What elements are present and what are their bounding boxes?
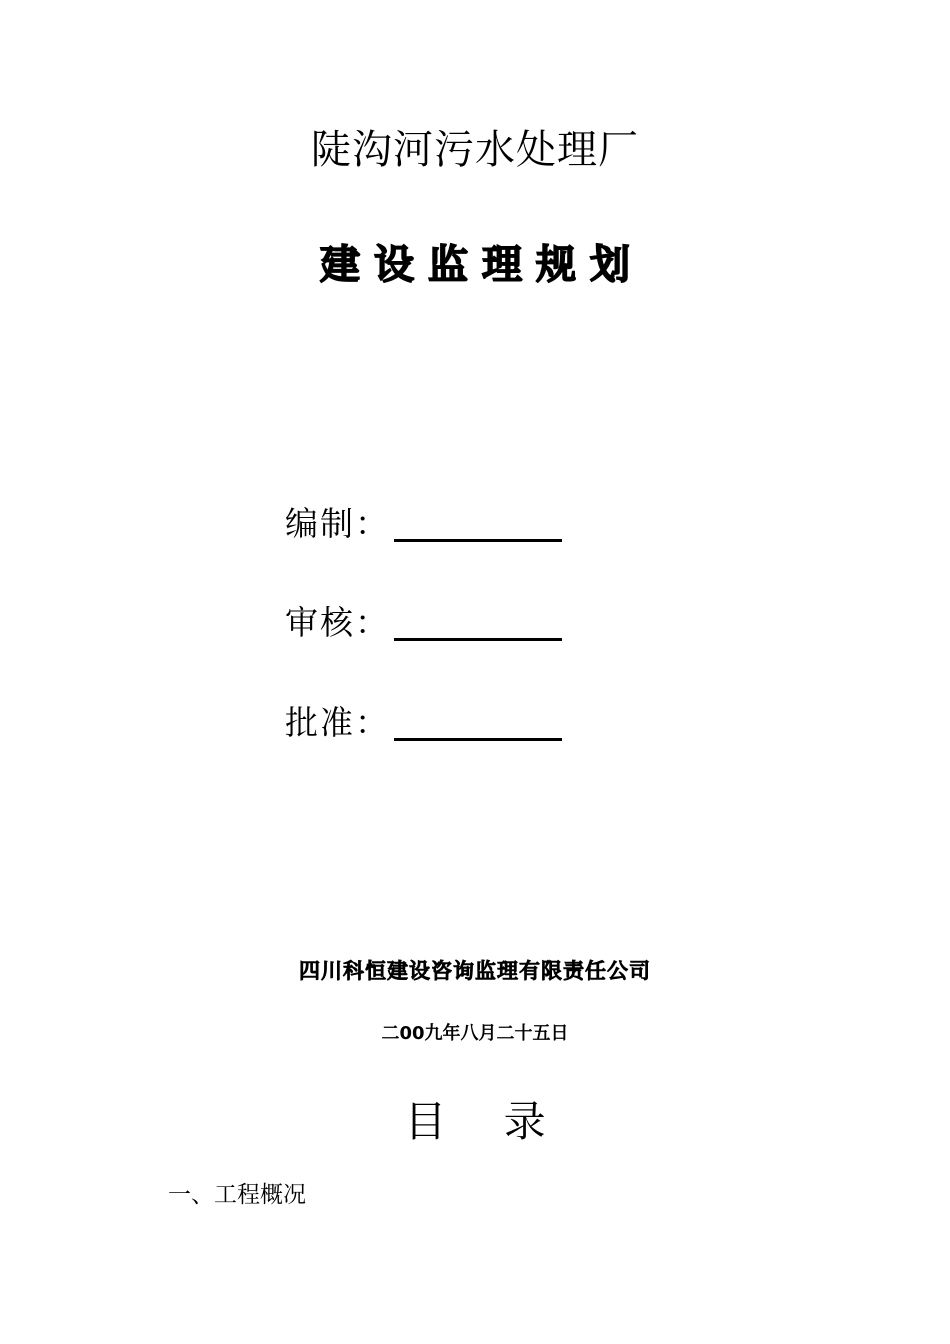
document-title: 建设监理规划 (320, 242, 644, 288)
reviewer-signature-row (285, 595, 562, 645)
company-name: 四川科恒建设咨询监理有限责任公司 (299, 959, 651, 983)
toc-item: 一、工程概况 (168, 1182, 306, 1208)
compiler-signature-line (394, 539, 562, 542)
compiler-label: 编制： (285, 504, 390, 543)
approver-label: 批准： (285, 703, 390, 742)
reviewer-signature-line (394, 638, 562, 641)
compiler-signature-row (285, 496, 562, 546)
approver-signature-row (285, 695, 562, 745)
issue-date: 二00九年八月二十五日 (381, 1023, 569, 1044)
toc-title: 目 录 (404, 1097, 546, 1146)
reviewer-label: 审核： (285, 603, 390, 642)
approver-signature-line (394, 738, 562, 741)
project-title: 陡沟河污水处理厂 (311, 127, 639, 173)
